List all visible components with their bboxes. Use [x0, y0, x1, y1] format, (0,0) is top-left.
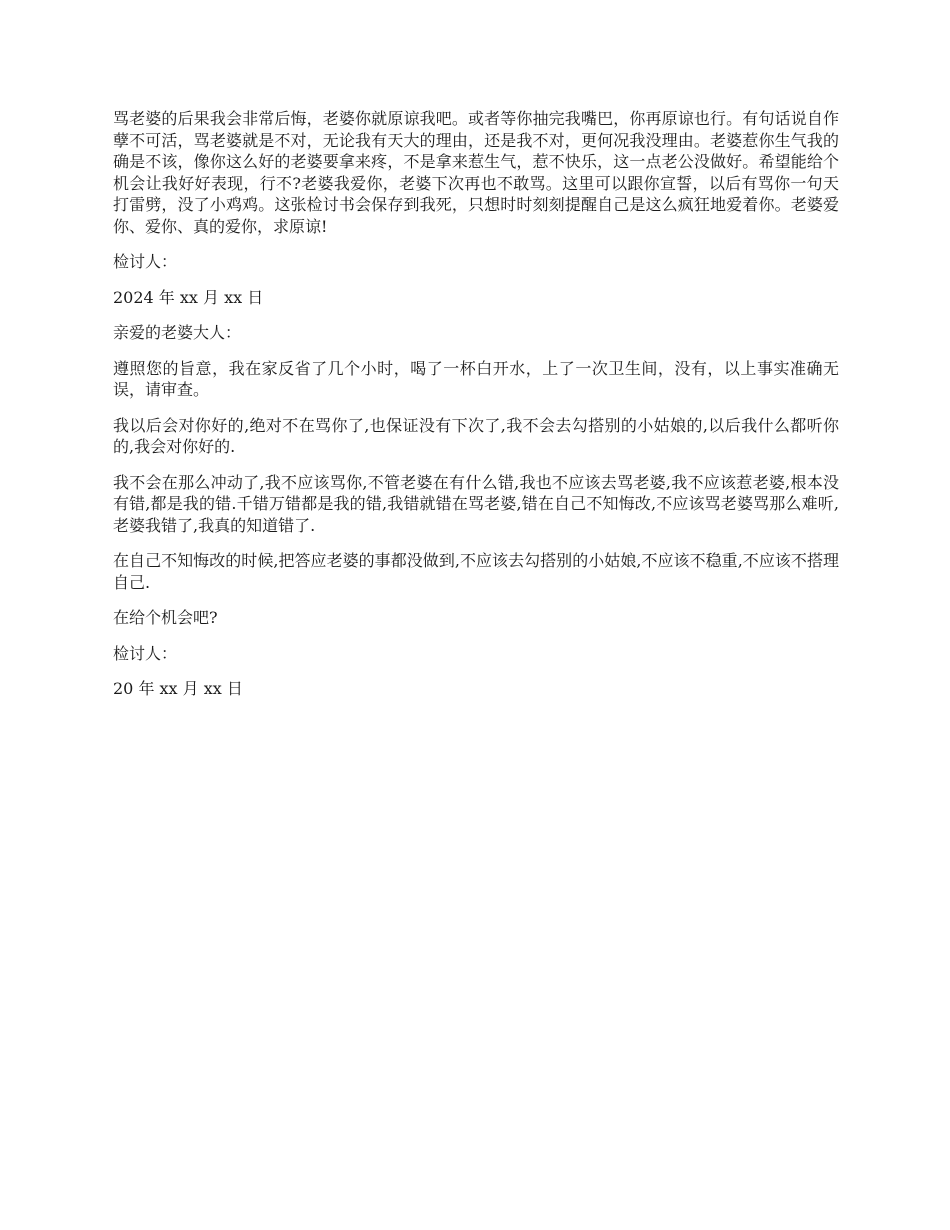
paragraph-admission: 我不会在那么冲动了,我不应该骂你,不管老婆在有什么错,我也不应该去骂老婆,我不应该惹老婆,根本没有错,都是我的错.千错万错都是我的错,我错就错在骂老婆,错在自己不知悔改,不应该骂老婆骂那么难听,老婆我错了,我真的知道错了. — [113, 472, 839, 535]
paragraph-request: 在给个机会吧? — [113, 608, 218, 627]
date-line: 2024 年 xx 月 xx 日 — [113, 287, 264, 307]
paragraph-promise: 我以后会对你好的,绝对不在骂你了,也保证没有下次了,我不会去勾搭别的小姑娘的,以后我什么都听你的,我会对你好的. — [113, 415, 839, 456]
document-body — [113, 108, 839, 714]
signature-label-2: 检讨人： — [113, 643, 178, 663]
paragraph-reflection: 遵照您的旨意，我在家反省了几个小时，喝了一杯白开水，上了一次卫生间，没有，以上事实准确无误，请审查。 — [113, 358, 839, 399]
date-line-2: 20 年 xx 月 xx 日 — [113, 679, 243, 698]
salutation: 亲爱的老婆大人： — [113, 323, 242, 342]
paragraph-apology: 骂老婆的后果我会非常后悔，老婆你就原谅我吧。或者等你抽完我嘴巴，你再原谅也行。有句话说自作孽不可活，骂老婆就是不对，无论我有天大的理由，还是我不对，更何况我没理由。老婆惹你生气我的确是不该，像你这么好的老婆要拿来疼，不是拿来惹生气，惹不快乐，这一点老公没做好。希望能给个机会让我好好表现，行不?老婆我爱你，老婆下次再也不敢骂。这里可以跟你宣誓，以后有骂你一句天打雷劈，没了小鸡鸡。这张检讨书会保存到我死，只想时时刻刻提醒自己是这么疯狂地爱着你。老婆爱你、爱你、真的爱你，求原谅! — [113, 109, 839, 236]
paragraph-regret: 在自己不知悔改的时候,把答应老婆的事都没做到,不应该去勾搭别的小姑娘,不应该不稳重,不应该不搭理自己. — [113, 551, 839, 592]
signature-label: 检讨人： — [113, 252, 178, 271]
